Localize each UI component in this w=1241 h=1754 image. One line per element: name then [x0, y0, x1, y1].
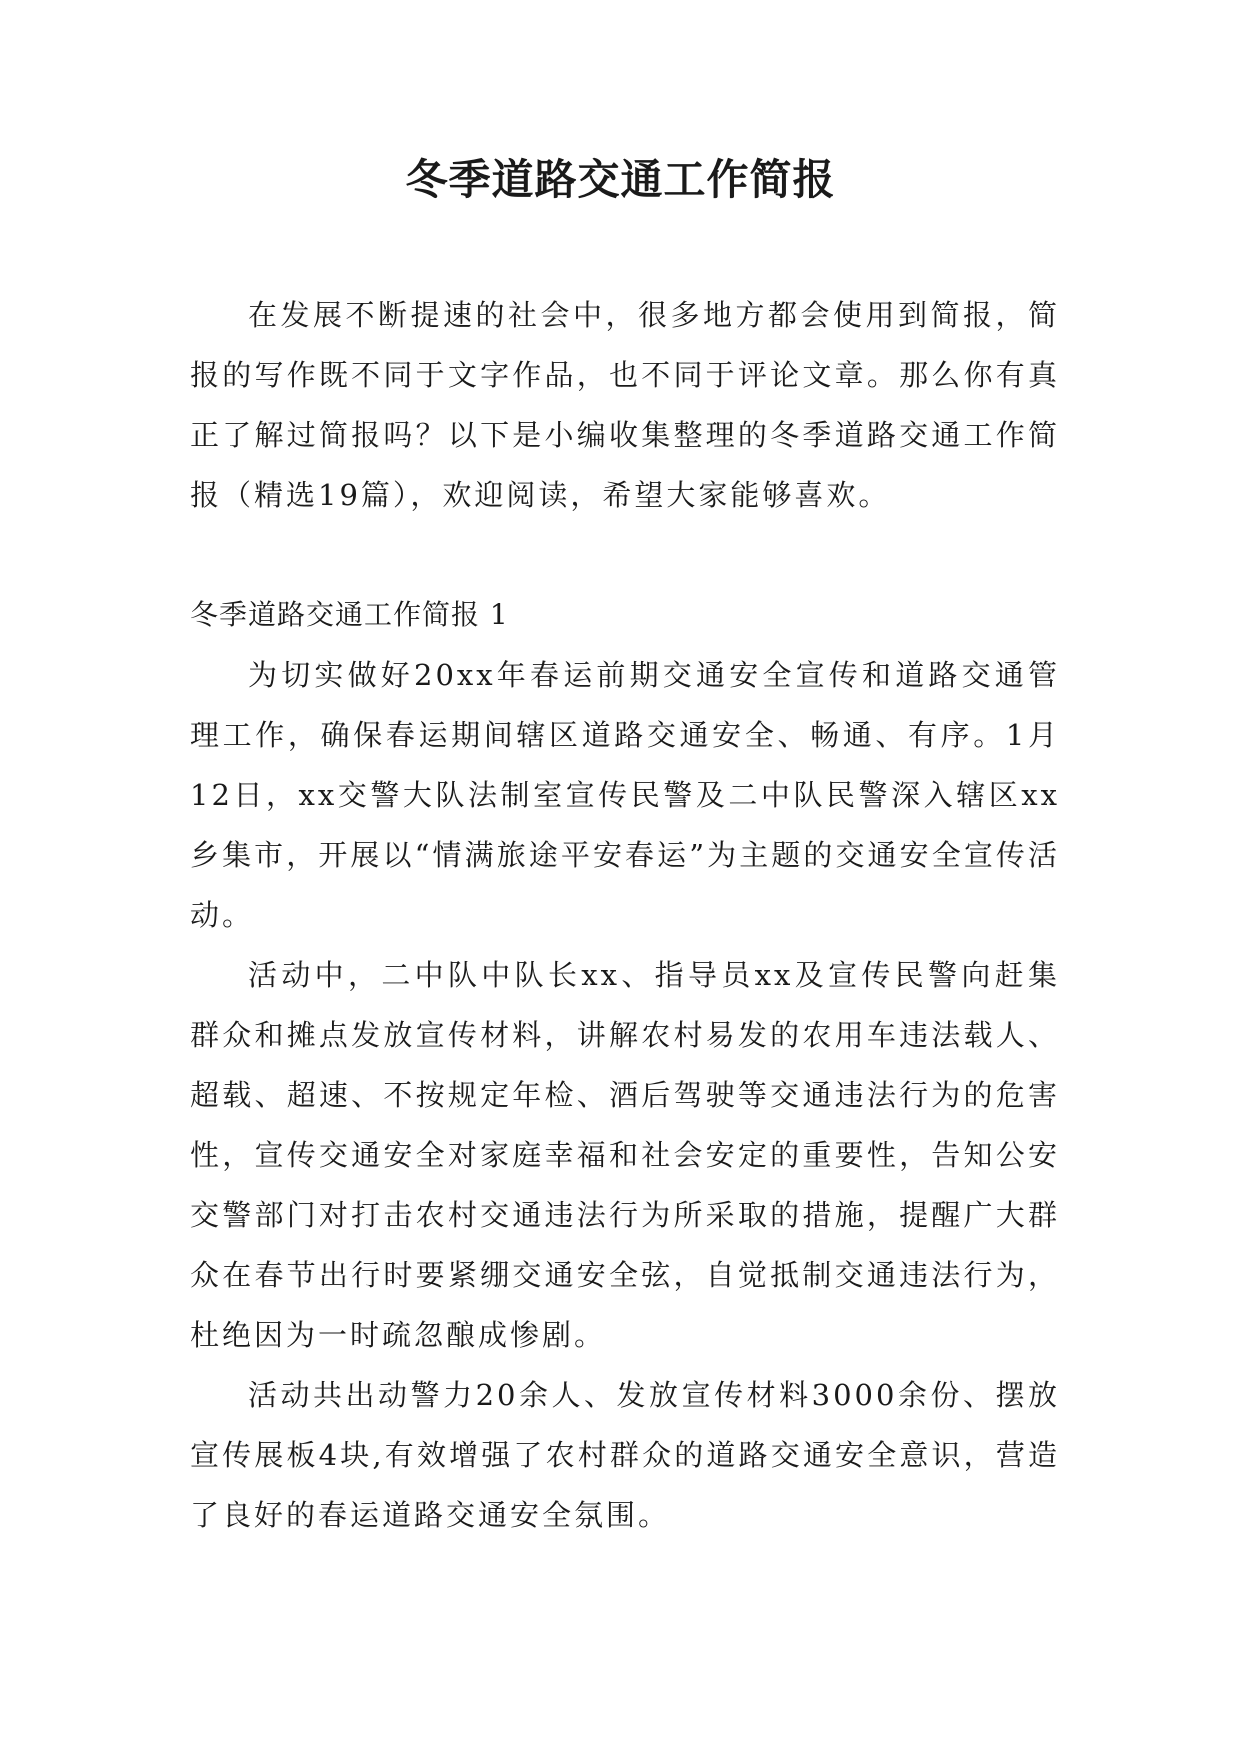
body-paragraph-1: 为切实做好20xx年春运前期交通安全宣传和道路交通管理工作，确保春运期间辖区道路交通安全、畅通、有序。1月12日，xx交警大队法制室宣传民警及二中队民警深入辖区xx乡集市，开展以“情满旅途平安春运”为主题的交通安全宣传活动。 [190, 658, 1060, 932]
body-paragraph-2: 活动中，二中队中队长xx、指导员xx及宣传民警向赶集群众和摊点发放宣传材料，讲解农村易发的农用车违法载人、超载、超速、不按规定年检、酒后驾驶等交通违法行为的危害性，宣传交通安全对家庭幸福和社会安定的重要性，告知公安交警部门对打击农村交通违法行为所采取的措施，提醒广大群众在春节出行时要紧绷交通安全弦，自觉抵制交通违法行为，杜绝因为一时疏忽酿成惨剧。 [190, 958, 1060, 1352]
body-paragraph-3: 活动共出动警力20余人、发放宣传材料3000余份、摆放宣传展板4块,有效增强了农村群众的道路交通安全意识，营造了良好的春运道路交通安全氛围。 [190, 1378, 1060, 1532]
document-title: 冬季道路交通工作简报 [405, 155, 836, 204]
intro-paragraph: 在发展不断提速的社会中，很多地方都会使用到简报，简报的写作既不同于文字作品，也不同于评论文章。那么你有真正了解过简报吗？以下是小编收集整理的冬季道路交通工作简报（精选19篇），欢迎阅读，希望大家能够喜欢。 [190, 298, 1060, 512]
section-heading: 冬季道路交通工作简报 1 [190, 598, 509, 631]
document-body [190, 285, 1060, 1545]
